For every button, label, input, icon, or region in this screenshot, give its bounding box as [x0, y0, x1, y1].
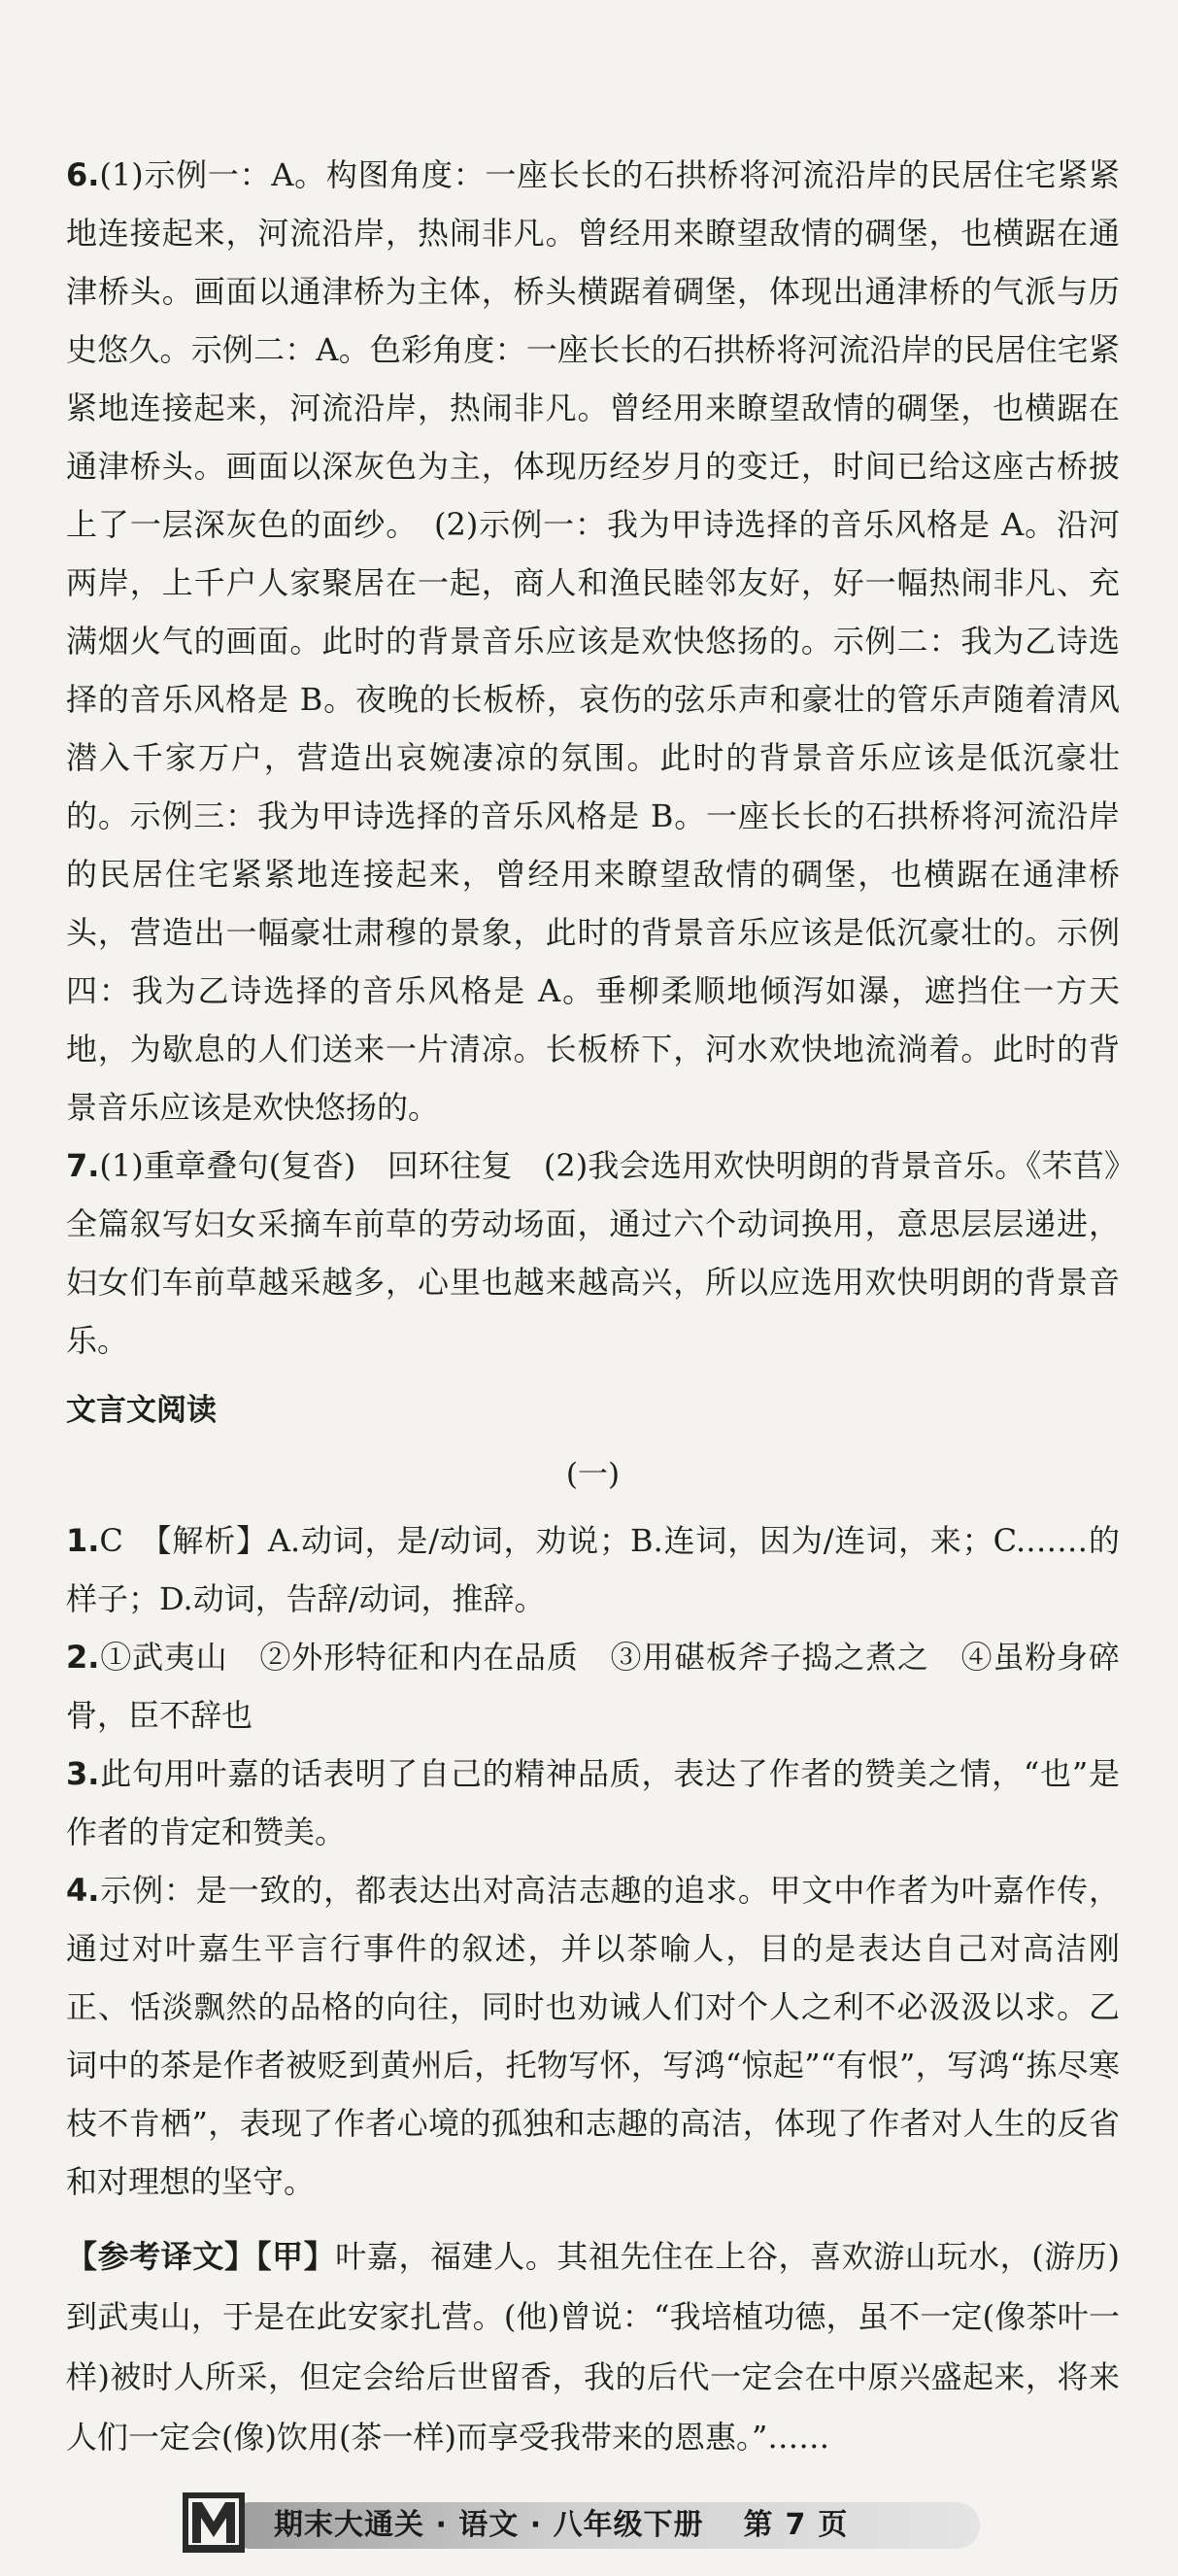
translation-text: 叶嘉，福建人。其祖先住在上谷，喜欢游山玩水，(游历)到武夷山，于是在此安家扎营。(他)曾说：“我培植功德，虽不一定(像茶叶一样)被时人所采，但定会给后世留香，我的后代一定会在中原兴盛起来，将来人们一定会(像)饮用(茶一样)而享受我带来的恩惠。”……: [66, 2238, 1120, 2456]
answer-content: [66, 146, 1120, 2467]
answer-6: [66, 146, 1120, 1136]
answer-7: [66, 1136, 1120, 1370]
answer-number: 3.: [66, 1755, 100, 1792]
answer-text: C 【解析】A.动词，是/动词，劝说；B.连词，因为/连词，来；C.……的样子；D.动词，告辞/动词，推辞。: [66, 1522, 1120, 1617]
section-title: 文言文阅读: [66, 1393, 217, 1428]
reference-translation: [66, 2226, 1120, 2467]
answer-text: 示例：是一致的，都表达出对高洁志趣的追求。甲文中作者为叶嘉作传，通过对叶嘉生平言行事件的叙述，并以茶喻人，目的是表达自己对高洁刚正、恬淡飘然的品格的向往，同时也劝诫人们对个人之利不必汲汲以求。乙词中的茶是作者被贬到黄州后，托物写怀，写鸿“惊起”“有恨”，写鸿“拣尽寒枝不肯栖”，表现了作者心境的孤独和志趣的高洁，体现了作者对人生的反省和对理想的坚守。: [66, 1872, 1120, 2200]
answer-text: (1)示例一：A。构图角度：一座长长的石拱桥将河流沿岸的民居住宅紧紧地连接起来，河流沿岸，热闹非凡。曾经用来瞭望敌情的碉堡，也横踞在通津桥头。画面以通津桥为主体，桥头横踞着碉堡，体现出通津桥的气派与历史悠久。示例二：A。色彩角度：一座长长的石拱桥将河流沿岸的民居住宅紧紧地连接起来，河流沿岸，热闹非凡。曾经用来瞭望敌情的碉堡，也横踞在通津桥头。画面以深灰色为主，体现历经岁月的变迁，时间已给这座古桥披上了一层深灰色的面纱。 (2)示例一：我为甲诗选择的音乐风格是 A。沿河两岸，上千户人家聚居在一起，商人和渔民睦邻友好，好一幅热闹非凡、充满烟火气的画面。此时的背景音乐应该是欢快悠扬的。示例二：我为乙诗选择的音乐风格是 B。夜晚的长板桥，哀伤的弦乐声和豪壮的管乐声随着清风潜入千家万户，营造出哀婉凄凉的氛围。此时的背景音乐应该是低沉豪壮的。示例三：我为甲诗选择的音乐风格是 B。一座长长的石拱桥将河流沿岸的民居住宅紧紧地连接起来，曾经用来瞭望敌情的碉堡，也横踞在通津桥头，营造出一幅豪壮肃穆的景象，此时的背景音乐应该是低沉豪壮的。示例四：我为乙诗选择的音乐风格是 A。垂柳柔顺地倾泻如瀑，遮挡住一方天地，为歇息的人们送来一片清凉。长板桥下，河水欢快地流淌着。此时的背景音乐应该是欢快悠扬的。: [66, 156, 1120, 1126]
page-suffix: 页: [818, 2508, 849, 2542]
footer-text: [274, 2502, 848, 2549]
sub-section-title: (一): [565, 1457, 621, 1492]
answer-text: ①武夷山 ②外形特征和内在品质 ③用碪板斧子捣之煮之 ④虽粉身碎骨，臣不辞也: [66, 1639, 1120, 1734]
answer-number: 7.: [66, 1147, 100, 1184]
answer-4: [66, 1861, 1120, 2211]
answer-text: 此句用叶嘉的话表明了自己的精神品质，表达了作者的赞美之情，“也”是作者的肯定和赞美。: [66, 1755, 1120, 1850]
book-title: 期末大通关 · 语文 · 八年级下册: [274, 2508, 704, 2542]
answer-2: [66, 1628, 1120, 1745]
page-prefix: 第: [743, 2508, 774, 2542]
answer-number: 1.: [66, 1522, 100, 1559]
publisher-logo-icon: [181, 2487, 247, 2557]
answer-number: 4.: [66, 1872, 100, 1909]
answer-number: 6.: [66, 156, 100, 193]
answer-number: 2.: [66, 1639, 100, 1676]
answer-3: [66, 1745, 1120, 1861]
page-number: 7: [785, 2508, 807, 2542]
answer-1: [66, 1511, 1120, 1628]
page-footer: [181, 2496, 980, 2551]
translation-label: 【参考译文】【甲】: [66, 2238, 336, 2275]
answer-text: (1)重章叠句(复沓) 回环往复 (2)我会选用欢快明朗的背景音乐。《芣苢》全篇叙写妇女采摘车前草的劳动场面，通过六个动词换用，意思层层递进，妇女们车前草越采越多，心里也越来越高兴，所以应选用欢快明朗的背景音乐。: [66, 1147, 1120, 1359]
